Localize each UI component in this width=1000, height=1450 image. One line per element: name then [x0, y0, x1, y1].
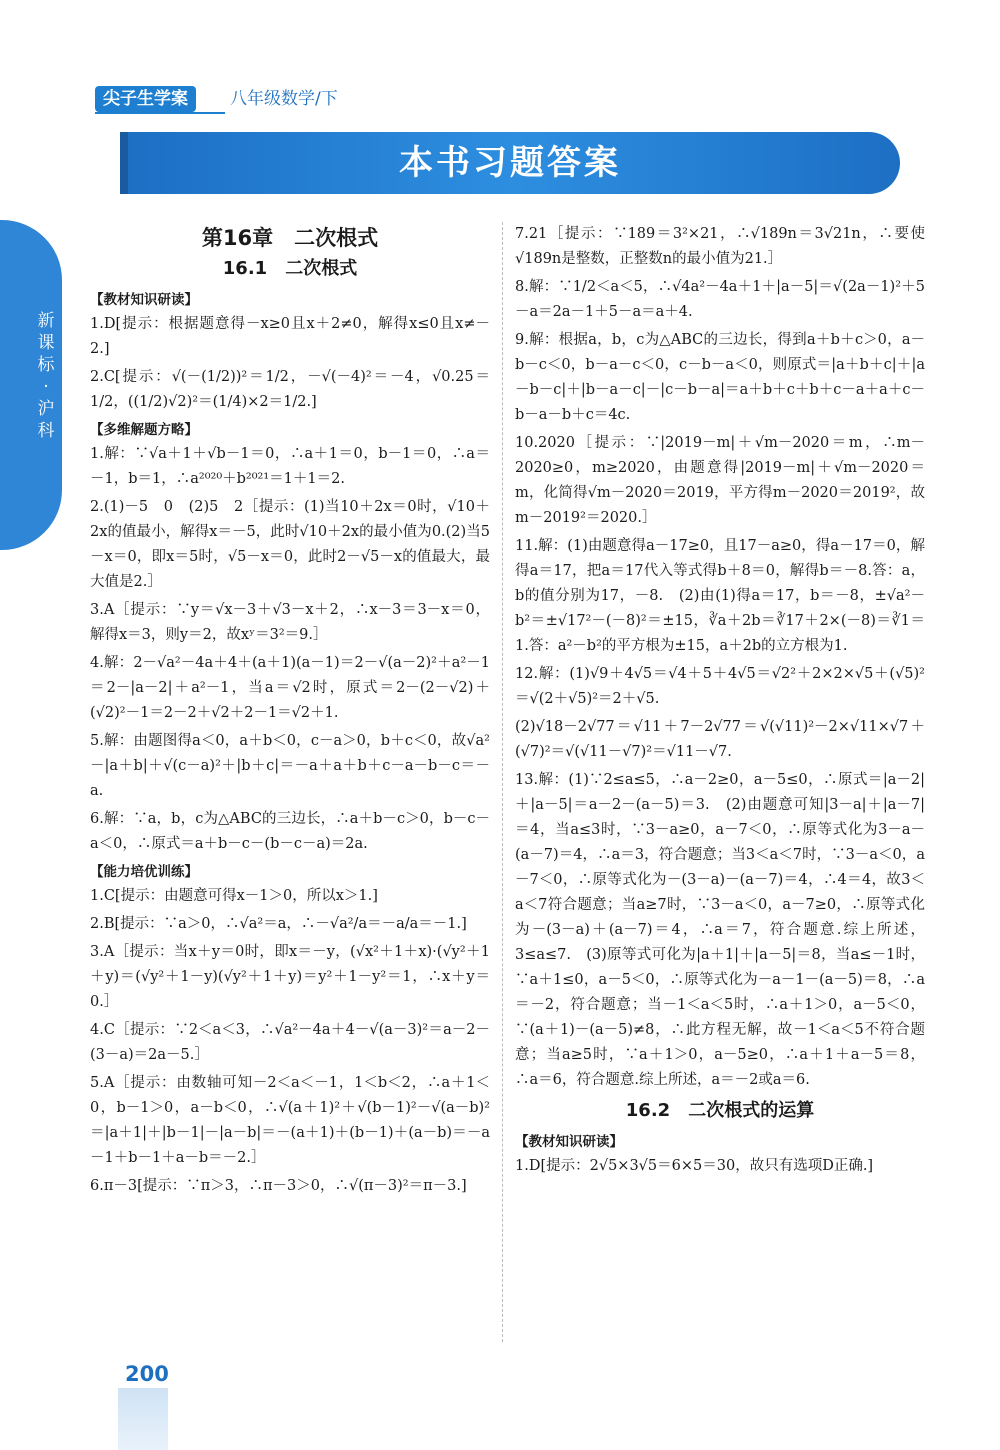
- answer-item: 2.(1)－5 0 (2)5 2［提示：(1)当10＋2x＝0时，√10＋2x的值最小，解得x＝－5，此时√10＋2x的最小值为0.(2)当5－x＝0，即x＝5时，√5－x＝0，此时2－√5－x的值最大，最大值是2.］: [90, 499, 490, 590]
- block-heading: 【能力培优训练】: [90, 864, 198, 880]
- answer-item: 2.C[提示：√(－(1/2))²＝1/2，－√(－4)²＝－4，√0.25＝1/2，((1/2)√2)²＝(1/4)×2＝1/2.]: [90, 369, 490, 410]
- answer-item: 4.解：2－√a²－4a＋4＋(a＋1)(a－1)＝2－√(a－2)²＋a²－1＝2－|a－2|＋a²－1，当a＝√2时，原式＝2－(2－√2)＋(√2)²－1＝2－2＋√2＋2－1＝√2＋1.: [90, 655, 490, 721]
- page-number-strip: [118, 1388, 168, 1450]
- block-heading: 【多维解题方略】: [90, 422, 198, 438]
- answer-item: 1.C[提示：由题意可得x－1＞0，所以x＞1.]: [90, 888, 378, 904]
- answer-item: 8.解：∵1/2＜a＜5，∴√4a²－4a＋1＋|a－5|＝√(2a－1)²＋5－a＝2a－1＋5－a＝a＋4.: [515, 279, 925, 320]
- answer-item: 3.A［提示：当x＋y＝0时，即x＝－y，(√x²＋1＋x)·(√y²＋1＋y)＝(√y²＋1－y)(√y²＋1＋y)＝y²＋1－y²＝1，∴x＋y＝0.］: [90, 944, 490, 1010]
- answer-item: 1.解：∵√a＋1＋√b－1＝0，∴a＋1＝0，b－1＝0，∴a＝－1，b＝1，∴a²⁰²⁰＋b²⁰²¹＝1＋1＝2.: [90, 446, 490, 487]
- answer-item: 10.2020［提示：∵|2019－m|＋√m－2020＝m，∴m－2020≥0，m≥2020，由题意得|2019－m|＋√m－2020＝m，化简得√m－2020＝2019，平方得m－2020＝2019²，故m－2019²＝2020.］: [515, 435, 925, 526]
- answer-item: (2)√18－2√77＝√11＋7－2√77＝√(√11)²－2×√11×√7＋(√7)²＝√(√11－√7)²＝√11－√7.: [515, 719, 925, 760]
- block-heading: 【教材知识研读】: [90, 292, 198, 308]
- answer-item: 7.21［提示：∵189＝3²×21，∴√189n＝3√21n，∴要使√189n是整数，正整数n的最小值为21.］: [515, 226, 925, 267]
- answer-item: 11.解：(1)由题意得a－17≥0，且17－a≥0，得a－17＝0，解得a＝17，把a＝17代入等式得b＋8＝0，解得b＝－8.答：a，b的值分别为17，－8. (2)由(1)得a＝17，b＝－8，±√a²－b²＝±√17²－(－8)²＝±15，∛a＋2b＝∛17＋2×(－8)＝∛1＝1.答：a²－b²的平方根为±15，a＋2b的立方根为1.: [515, 538, 925, 654]
- block-heading: 【教材知识研读】: [515, 1134, 623, 1150]
- header-underline: [95, 112, 225, 114]
- left-column: [90, 222, 490, 1202]
- answer-item: 9.解：根据a，b，c为△ABC的三边长，得到a＋b＋c＞0，a－b－c＜0，b－a－c＜0，c－b－a＜0，则原式＝|a＋b＋c|＋|a－b－c|＋|b－a－c|－|c－b－a|＝a＋b＋c＋b＋c－a＋a＋c－b－a－b＋c＝4c.: [515, 332, 925, 423]
- brand-badge: 尖子生学案: [95, 86, 196, 112]
- right-column: [515, 222, 925, 1182]
- answer-item: 12.解：(1)√9＋4√5＝√4＋5＋4√5＝√2²＋2×2×√5＋(√5)²＝√(2＋√5)²＝2＋√5.: [515, 666, 925, 707]
- answer-item: 4.C［提示：∵2＜a＜3，∴√a²－4a＋4－√(a－3)²＝a－2－(3－a)＝2a－5.］: [90, 1022, 490, 1063]
- answer-item: 6.π－3[提示：∵π＞3，∴π－3＞0，∴√(π－3)²＝π－3.]: [90, 1178, 467, 1194]
- answer-item: 3.A［提示：∵y＝√x－3＋√3－x＋2，∴x－3＝3－x＝0，解得x＝3，则y＝2，故xʸ＝3²＝9.］: [90, 602, 490, 643]
- answer-item: 2.B[提示：∵a＞0，∴√a²＝a，∴－√a²/a＝－a/a＝－1.]: [90, 916, 467, 932]
- answer-item: 6.解：∵a，b，c为△ABC的三边长，∴a＋b－c＞0，b－c－a＜0，∴原式＝a＋b－c－(b－c－a)＝2a.: [90, 811, 490, 852]
- section-title: 16.2 二次根式的运算: [625, 1100, 815, 1121]
- side-label: 新课标 · 沪科: [37, 311, 55, 441]
- answer-item: 1.D[提示：2√5×3√5＝6×5＝30，故只有选项D正确.]: [515, 1158, 874, 1174]
- page-number: 200: [125, 1362, 169, 1386]
- section-title: 16.1 二次根式: [222, 258, 358, 279]
- answer-item: 1.D[提示：根据题意得－x≥0且x＋2≠0，解得x≤0且x≠－2.]: [90, 316, 490, 357]
- subject-label: 八年级数学/下: [230, 89, 338, 109]
- answer-item: 5.A［提示：由数轴可知－2＜a＜－1，1＜b＜2，∴a＋1＜0，b－1＞0，a－b＜0，∴√(a＋1)²＋√(b－1)²－√(a－b)²＝|a＋1|＋|b－1|－|a－b|＝－(a＋1)＋(b－1)＋(a－b)＝－a－1＋b－1＋a－b＝－2.］: [90, 1075, 490, 1166]
- answer-item: 5.解：由题图得a＜0，a＋b＜0，c－a＞0，b＋c＜0，故√a²－|a＋b|＋√(c－a)²＋|b＋c|＝－a＋a＋b＋c－a－b－c＝－a.: [90, 733, 490, 799]
- chapter-title: 第16章 二次根式: [201, 226, 379, 250]
- banner-title: 本书习题答案: [399, 143, 621, 183]
- answer-item: 13.解：(1)∵2≤a≤5，∴a－2≥0，a－5≤0，∴原式＝|a－2|＋|a－5|＝a－2－(a－5)＝3. (2)由题意可知|3－a|＋|a－7|＝4，当a≤3时，∵3－a≥0，a－7＜0，∴原等式化为3－a－(a－7)＝4，∴a＝3，符合题意；当3＜a＜7时，∵3－a＜0，a－7＜0，∴原等式化为－(3－a)－(a－7)＝4，∴4＝4，故3＜a＜7符合题意；当a≥7时，∵3－a＜0，a－7≥0，∴原等式化为－(3－a)＋(a－7)＝4，∴a＝7，符合题意.综上所述，3≤a≤7. (3)原等式可化为|a＋1|＋|a－5|＝8，当a≤－1时，∵a＋1≤0，a－5＜0，∴原等式化为－a－1－(a－5)＝8，∴a＝－2，符合题意；当－1＜a＜5时，∴a＋1＞0，a－5＜0，∵(a＋1)－(a－5)≠8，∴此方程无解，故－1＜a＜5不符合题意；当a≥5时，∵a＋1＞0，a－5≥0，∴a＋1＋a－5＝8，∴a＝6，符合题意.综上所述，a＝－2或a＝6.: [515, 772, 925, 1088]
- column-divider: [502, 222, 503, 1342]
